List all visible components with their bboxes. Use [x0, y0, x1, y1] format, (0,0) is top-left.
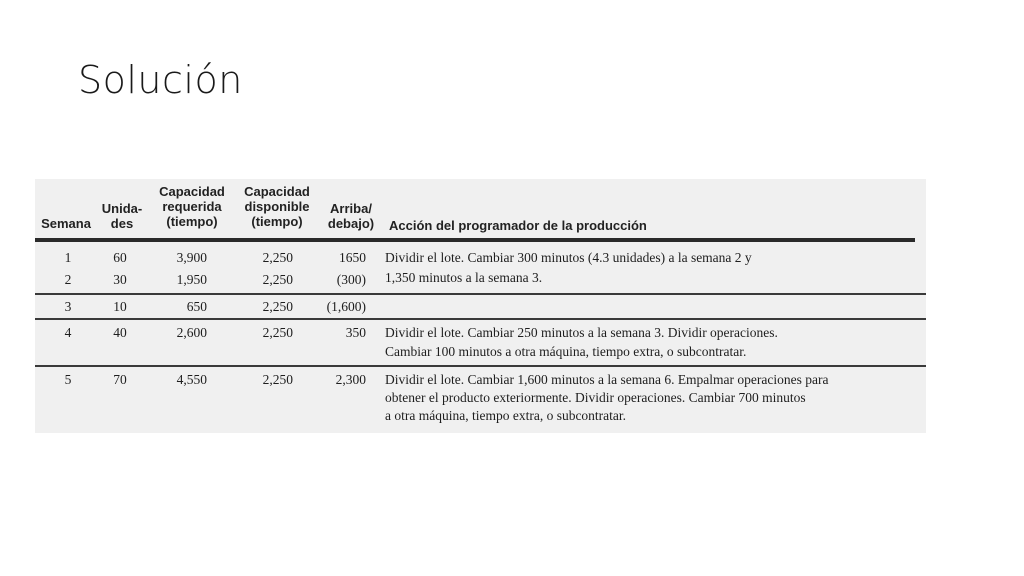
header-unidades-line-1: Unida- — [101, 201, 143, 216]
row-4-accion-line-1: Dividir el lote. Cambiar 250 minutos a la semana 3. Dividir operaciones. — [385, 325, 778, 340]
header-disponible-line-2: disponible — [244, 199, 310, 214]
row-5-accion-line-2: obtener el producto exteriormente. Dividir operaciones. Cambiar 700 minutos — [385, 390, 806, 405]
header-requerida-line-2: requerida — [162, 199, 222, 214]
row-1-accion — [385, 249, 752, 266]
row-5-accion — [385, 371, 829, 424]
row-2-semana: 2 — [64, 272, 72, 287]
row-5-accion-line-1: Dividir el lote. Cambiar 1,600 minutos a la semana 6. Empalmar operaciones para — [385, 372, 829, 387]
row-2-unidades: 30 — [113, 272, 127, 287]
row-1-disponible: 2,250 — [262, 250, 293, 265]
header-accion-line: Acción del programador de la producción — [389, 218, 647, 233]
header-semana-line: Semana — [41, 216, 91, 231]
header-arriba-line-2: debajo) — [327, 216, 375, 231]
row-3-arriba-debajo: (1,600) — [326, 299, 366, 314]
row-divider-3 — [35, 365, 926, 367]
row-divider-1 — [35, 293, 926, 295]
row-1-accion-line-1: Dividir el lote. Cambiar 300 minutos (4.3 unidades) a la semana 2 y — [385, 250, 752, 265]
row-5-unidades: 70 — [113, 372, 127, 387]
header-capacidad-disponible — [234, 184, 320, 229]
row-4-semana: 4 — [64, 325, 72, 340]
row-4-disponible: 2,250 — [262, 325, 293, 340]
row-1-requerida: 3,900 — [176, 250, 207, 265]
header-disponible-line-3: (tiempo) — [251, 214, 303, 229]
header-requerida-line-1: Capacidad — [159, 184, 225, 199]
row-2-disponible: 2,250 — [262, 272, 293, 287]
row-4-requerida: 2,600 — [176, 325, 207, 340]
header-arriba-line-1: Arriba/ — [330, 201, 372, 216]
row-3-semana: 3 — [64, 299, 72, 314]
row-4-unidades: 40 — [113, 325, 127, 340]
header-capacidad-requerida — [149, 184, 235, 229]
row-5-semana: 5 — [64, 372, 72, 387]
row-2-arriba-debajo: (300) — [336, 272, 366, 287]
row-4-arriba-debajo: 350 — [345, 325, 366, 340]
row-5-disponible: 2,250 — [262, 372, 293, 387]
row-3-disponible: 2,250 — [262, 299, 293, 314]
header-unidades — [97, 201, 147, 231]
row-3-unidades: 10 — [113, 299, 127, 314]
header-unidades-line-2: des — [110, 216, 134, 231]
row-4-accion — [385, 324, 778, 360]
row-2-accion-line-1: 1,350 minutos a la semana 3. — [385, 270, 543, 285]
row-1-arriba-debajo: 1650 — [339, 250, 366, 265]
header-disponible-line-1: Capacidad — [244, 184, 310, 199]
row-5-requerida: 4,550 — [176, 372, 207, 387]
row-5-accion-line-3: a otra máquina, tiempo extra, o subcontratar. — [385, 408, 627, 423]
row-divider-2 — [35, 318, 926, 320]
header-arriba-debajo — [319, 201, 383, 231]
header-rule — [35, 238, 915, 242]
row-5-arriba-debajo: 2,300 — [335, 372, 366, 387]
slide-title: Solución — [78, 58, 243, 102]
row-3-requerida: 650 — [186, 299, 207, 314]
header-accion — [389, 218, 647, 233]
row-1-semana: 1 — [64, 250, 72, 265]
capacity-table — [35, 179, 926, 433]
header-semana — [36, 216, 96, 231]
header-requerida-line-3: (tiempo) — [166, 214, 218, 229]
row-1-unidades: 60 — [113, 250, 127, 265]
row-4-accion-line-2: Cambiar 100 minutos a otra máquina, tiempo extra, o subcontratar. — [385, 344, 747, 359]
row-2-accion — [385, 269, 542, 286]
row-2-requerida: 1,950 — [176, 272, 207, 287]
